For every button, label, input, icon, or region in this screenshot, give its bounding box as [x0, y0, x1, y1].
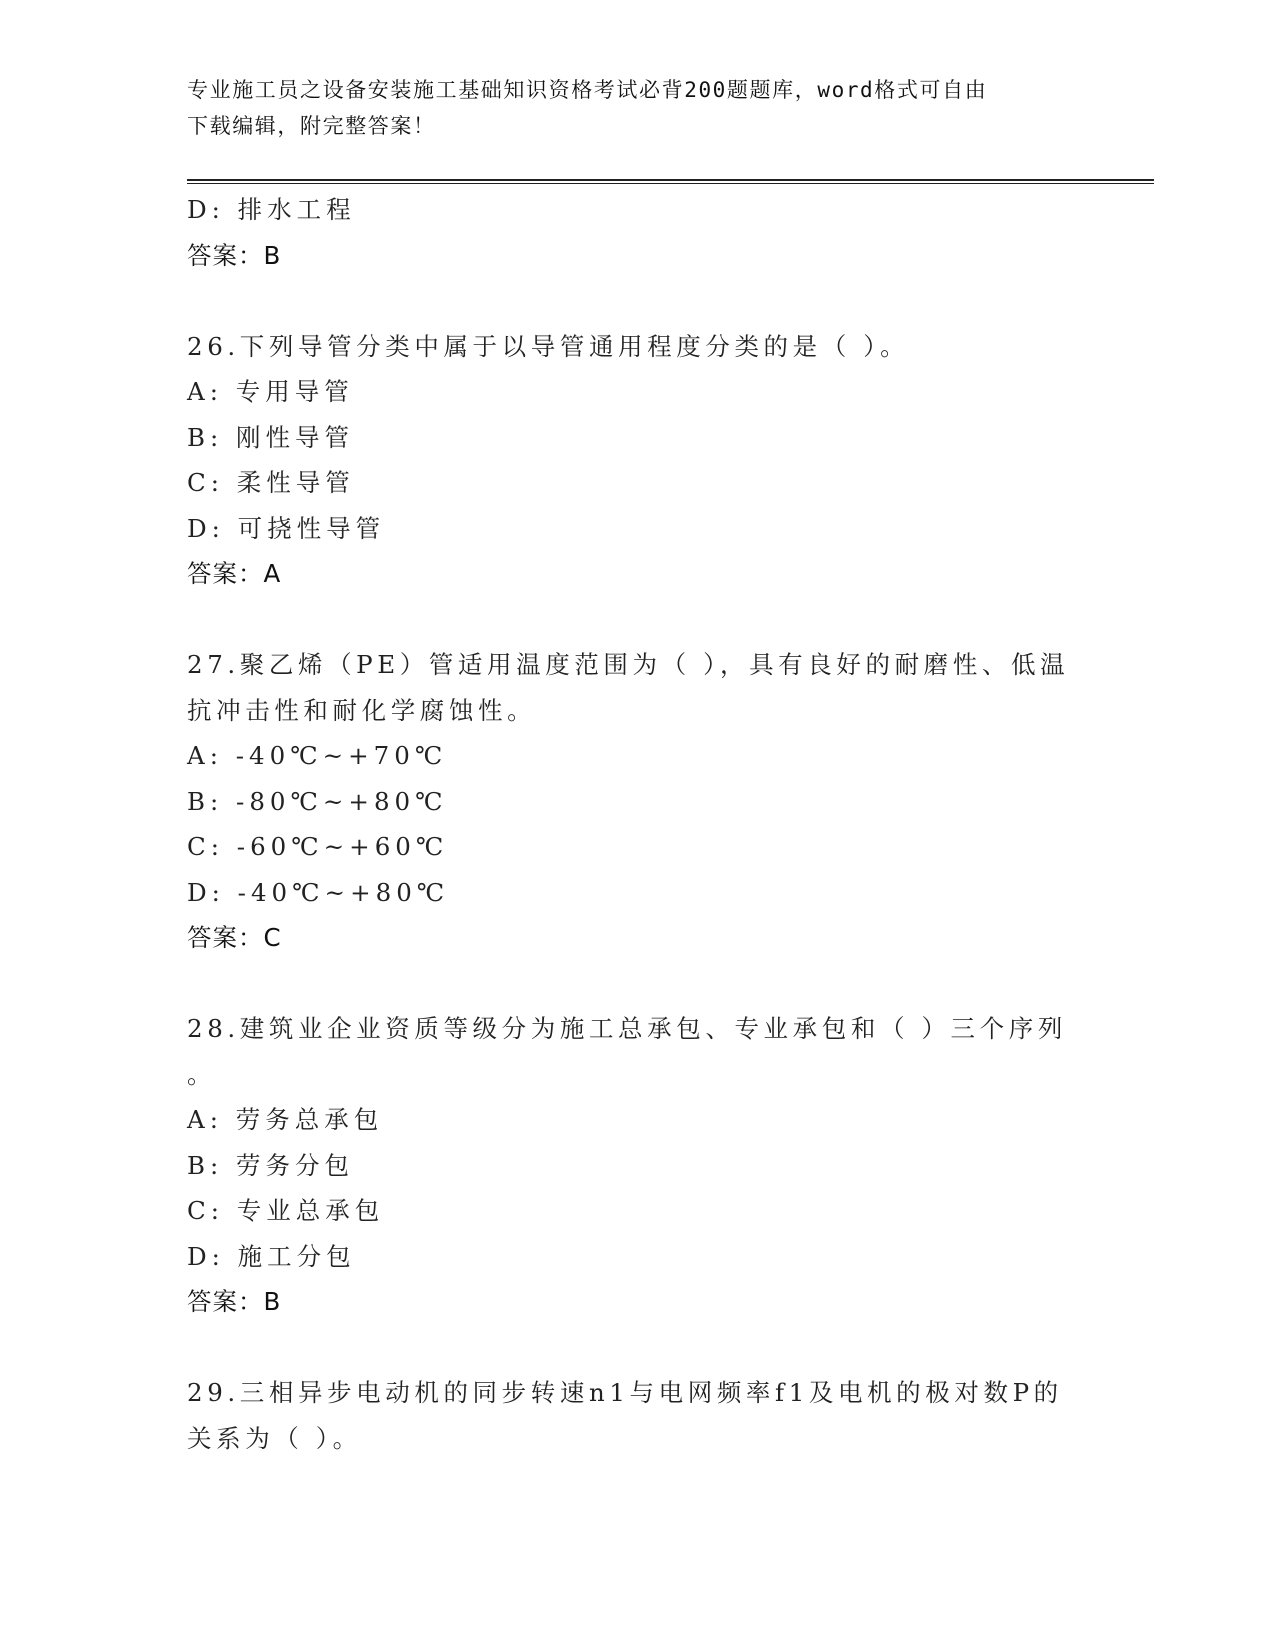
question-stem-line-2: 。: [187, 1059, 217, 1089]
question-26: [187, 324, 1087, 597]
option-b: B: 劳务分包: [187, 1150, 355, 1180]
question-stem-line-2: 关系为（ ）。: [187, 1423, 362, 1453]
spacer: [187, 1325, 1087, 1371]
question-25-tail: [187, 187, 1087, 278]
option-b: B: -80℃~+80℃: [187, 786, 448, 816]
answer-line: 答案：B: [187, 240, 282, 270]
question-content: [187, 187, 1087, 1461]
question-28: [187, 1006, 1087, 1325]
question-stem-line-1: 27.聚乙烯（PE）管适用温度范围为（ ），具有良好的耐磨性、低温: [187, 650, 1070, 679]
header-line-1: 专业施工员之设备安装施工基础知识资格考试必背200题题库，word格式可自由: [187, 78, 988, 102]
header-line-2: 下载编辑，附完整答案！: [187, 114, 436, 138]
option-a: A: 专用导管: [187, 377, 354, 406]
header-divider-thin: [187, 183, 1154, 184]
option-a: A: -40℃~+70℃: [187, 741, 448, 770]
option-b: B: 刚性导管: [187, 422, 355, 452]
question-29: [187, 1370, 1087, 1461]
answer-line: 答案：A: [187, 559, 282, 588]
option-c: C: -60℃~+60℃: [187, 832, 449, 861]
option-d: D: 排水工程: [187, 195, 356, 224]
option-d: D: 可挠性导管: [187, 513, 386, 543]
question-stem-line-1: 29.三相异步电动机的同步转速n1与电网频率f1及电机的极对数P的: [187, 1378, 1063, 1407]
spacer: [187, 597, 1087, 643]
question-stem-line-1: 28.建筑业企业资质等级分为施工总承包、专业承包和（ ）三个序列: [187, 1014, 1067, 1043]
option-d: D: 施工分包: [187, 1241, 356, 1271]
option-c: C: 柔性导管: [187, 468, 355, 497]
answer-line: 答案：C: [187, 923, 282, 952]
option-a: A: 劳务总承包: [187, 1105, 384, 1134]
header-divider-thick: [187, 179, 1154, 181]
question-27: [187, 642, 1087, 961]
spacer: [187, 961, 1087, 1007]
question-stem-line-2: 抗冲击性和耐化学腐蚀性。: [187, 695, 537, 725]
answer-line: 答案：B: [187, 1287, 282, 1316]
page-header: [187, 72, 1087, 144]
option-c: C: 专业总承包: [187, 1196, 385, 1225]
option-d: D: -40℃~+80℃: [187, 877, 450, 907]
question-stem: 26.下列导管分类中属于以导管通用程度分类的是（ ）。: [187, 331, 910, 361]
spacer: [187, 278, 1087, 324]
